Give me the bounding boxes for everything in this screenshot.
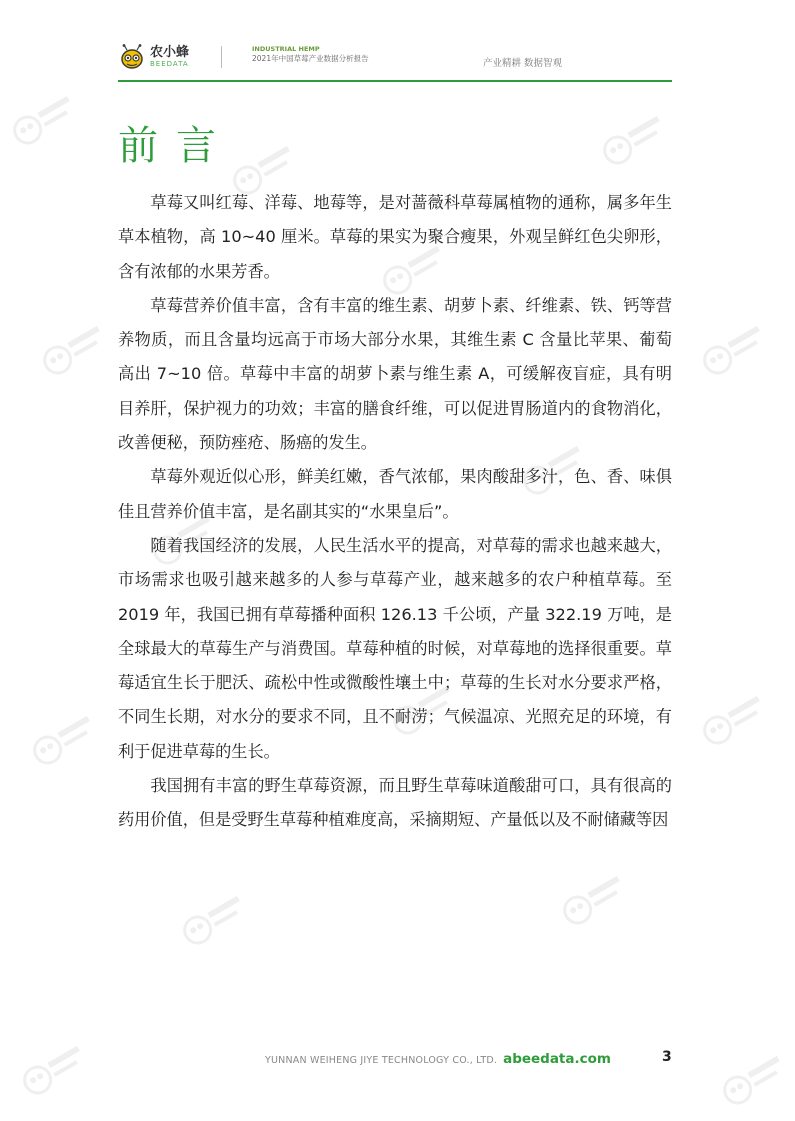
logo-name-cn: 农小蜂 xyxy=(150,45,190,60)
report-title-block xyxy=(252,46,369,63)
header-divider xyxy=(221,46,222,68)
watermark-logo-icon xyxy=(35,315,116,385)
page-footer xyxy=(265,1051,611,1067)
paragraph: 草莓外观近似心形，鲜美红嫩，香气浓郁，果肉酸甜多汁，色、香、味俱佳且营养价值丰富，是名副其实的“水果皇后”。 xyxy=(118,467,672,521)
page-header xyxy=(118,40,672,82)
body-text xyxy=(118,186,672,838)
watermark-logo-icon xyxy=(555,865,636,935)
footer-website-link[interactable]: abeedata.com xyxy=(503,1051,611,1067)
report-title-en: INDUSTRIAL HEMP xyxy=(252,45,320,53)
header-slogan: 产业精耕 数据智观 xyxy=(482,58,562,69)
watermark-logo-icon xyxy=(175,885,256,955)
watermark-logo-icon xyxy=(695,315,776,385)
page-number: 3 xyxy=(662,1049,672,1065)
header-rule xyxy=(118,80,672,82)
watermark-logo-icon xyxy=(5,85,86,155)
watermark-logo-icon xyxy=(15,1035,96,1105)
watermark-logo-icon xyxy=(25,705,106,775)
paragraph: 随着我国经济的发展，人民生活水平的提高，对草莓的需求也越来越大，市场需求也吸引越来越多的人参与草莓产业，越来越多的农户种植草莓。至 2019 年，我国已拥有草莓播种面积 126.13 千公顷，产量 322.19 万吨，是全球最大的草莓生产与消费国。草莓种植的时候，对草莓地的选择很重要。草莓适宜生长于肥沃、疏松中性或微酸性壤土中；草莓的生长对水分要求严格，不同生长期，对水分的要求不同，且不耐涝；气候温凉、光照充足的环境，有利于促进草莓的生长。 xyxy=(118,535,672,761)
paragraph: 草莓又叫红莓、洋莓、地莓等，是对蔷薇科草莓属植物的通称，属多年生草本植物，高 10~40 厘米。草莓的果实为聚合瘦果，外观呈鲜红色尖卵形，含有浓郁的水果芳香。 xyxy=(118,193,672,281)
report-title-cn: 2021年中国草莓产业数据分析报告 xyxy=(252,54,369,64)
paragraph: 草莓营养价值丰富，含有丰富的维生素、胡萝卜素、纤维素、铁、钙等营养物质，而且含量均远高于市场大部分水果，其维生素 C 含量比苹果、葡萄高出 7~10 倍。草莓中丰富的胡萝卜素与维生素 A，可缓解夜盲症，具有明目养肝，保护视力的功效；丰富的膳食纤维，可以促进胃肠道内的食物消化，改善便秘，预防痤疮、肠癌的发生。 xyxy=(118,295,672,453)
paragraph: 我国拥有丰富的野生草莓资源，而且野生草莓味道酸甜可口，具有很高的药用价值，但是受野生草莓种植难度高，采摘期短、产量低以及不耐储藏等因 xyxy=(118,776,672,830)
brand-logo xyxy=(118,44,189,70)
footer-company: YUNNAN WEIHENG JIYE TECHNOLOGY CO., LTD. xyxy=(265,1055,498,1066)
logo-name-en: BEEDATA xyxy=(150,60,189,68)
watermark-logo-icon xyxy=(695,685,776,755)
page-title: 前言 xyxy=(118,123,234,169)
bee-logo-icon xyxy=(118,44,146,70)
watermark-logo-icon xyxy=(595,105,676,175)
watermark-logo-icon xyxy=(715,1045,795,1115)
